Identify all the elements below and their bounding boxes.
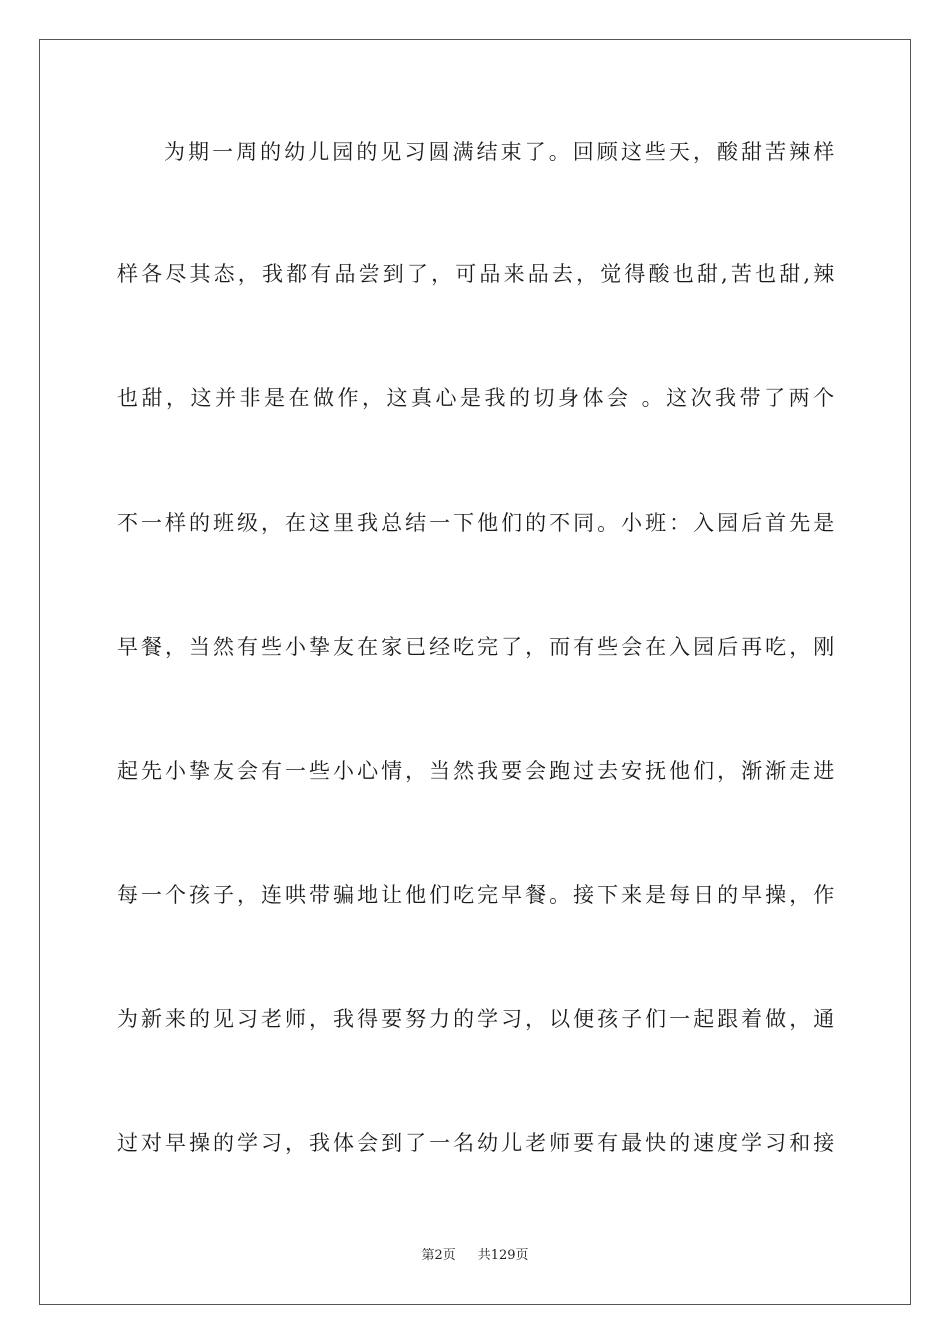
page-number-current: 第2页 (421, 1248, 456, 1263)
page-footer (0, 1247, 950, 1265)
paragraph-line-3: 也甜，这并非是在做作，这真心是我的切身体会 。这次我带了两个 (117, 386, 835, 410)
paragraph-line-9: 过对早操的学习，我体会到了一名幼儿老师要有最快的速度学习和接 (117, 1131, 835, 1155)
paragraph-line-8: 为新来的见习老师，我得要努力的学习，以便孩子们一起跟着做，通 (117, 1007, 835, 1031)
paragraph-line-6: 起先小挚友会有一些小心情，当然我要会跑过去安抚他们，渐渐走进 (117, 759, 835, 783)
paragraph-line-5: 早餐，当然有些小挚友在家已经吃完了，而有些会在入园后再吃，刚 (117, 635, 835, 659)
paragraph-line-7: 每一个孩子，连哄带骗地让他们吃完早餐。接下来是每日的早操，作 (117, 883, 835, 907)
paragraph-line-4: 不一样的班级，在这里我总结一下他们的不同。小班：入园后首先是 (117, 511, 835, 535)
page-border (39, 39, 911, 1305)
page-number-total: 共129页 (477, 1248, 529, 1263)
paragraph-line-1: 为期一周的幼儿园的见习圆满结束了。回顾这些天，酸甜苦辣样 (164, 140, 835, 164)
paragraph-line-2: 样各尽其态，我都有品尝到了，可品来品去，觉得酸也甜,苦也甜,辣 (117, 262, 835, 286)
